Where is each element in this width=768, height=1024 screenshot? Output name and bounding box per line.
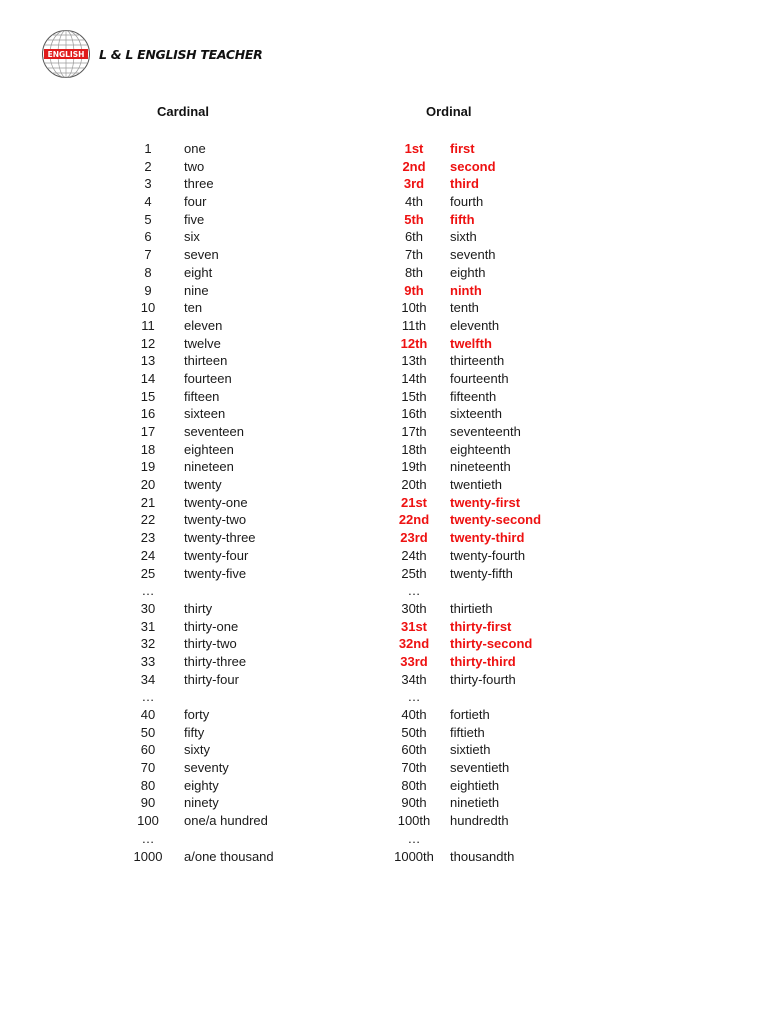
ordinal-word: ninth (450, 282, 482, 298)
ordinal-number: 6th (404, 229, 424, 245)
cardinal-word: twenty-five (184, 565, 247, 581)
ordinal-number: 70th (401, 760, 427, 776)
table-row (0, 158, 768, 176)
cardinal-number: 4 (144, 194, 152, 210)
ordinal-word: nineteenth (450, 459, 511, 475)
cardinal-word: thirty-one (184, 618, 239, 634)
numbers-table (0, 140, 768, 865)
table-row (0, 370, 768, 388)
cardinal-number: 20 (140, 477, 156, 493)
cardinal-number: 70 (140, 760, 156, 776)
cardinal-number: 17 (140, 424, 156, 439)
cardinal-number: 6 (144, 229, 152, 245)
table-row (0, 653, 768, 671)
table-row (0, 405, 768, 423)
cardinal-word: four (184, 194, 207, 210)
cardinal-word: eight (184, 264, 213, 280)
ordinal-number: 17th (401, 424, 427, 439)
ordinal-word: hundredth (450, 813, 509, 829)
cardinal-word: nineteen (184, 459, 234, 475)
table-row (0, 264, 768, 282)
ordinal-word: eighteenth (450, 441, 511, 457)
ordinal-number: 3rd (403, 176, 425, 192)
table-row (0, 777, 768, 795)
ordinal-word: twenty-third (450, 530, 525, 546)
logo-text: ENGLISH (47, 50, 85, 59)
cardinal-word: eleven (184, 317, 223, 333)
cardinal-word: thirty-two (184, 636, 237, 652)
cardinal-number: 10 (140, 300, 156, 316)
cardinal-word: ninety (184, 795, 219, 811)
table-row (0, 706, 768, 724)
ordinal-word: seventh (450, 247, 496, 263)
ordinal-number: 19th (401, 459, 427, 475)
ordinal-number: 5th (404, 211, 424, 227)
ordinal-number: 14th (401, 370, 427, 386)
ordinal-number: 40th (401, 707, 427, 722)
ordinal-number: 2nd (402, 158, 426, 174)
cardinal-number: 100 (137, 813, 159, 829)
ordinal-number: … (407, 830, 421, 846)
cardinal-number: 2 (144, 158, 152, 174)
ordinal-word: twenty-fifth (450, 565, 513, 581)
ordinal-word: fifth (450, 211, 475, 227)
cardinal-number: … (141, 689, 155, 705)
ordinal-number: 25th (401, 565, 427, 581)
cardinal-number: 11 (141, 317, 155, 333)
cardinal-number: 21 (140, 494, 156, 510)
ordinal-word: twenty-second (450, 512, 542, 528)
cardinal-word: fifteen (184, 388, 220, 404)
ordinal-word: sixtieth (450, 742, 491, 758)
table-row (0, 565, 768, 583)
ordinal-number: 30th (401, 600, 427, 616)
ordinal-number: 8th (404, 264, 424, 280)
cardinal-word: twenty-three (184, 530, 256, 546)
ordinal-word: fiftieth (450, 724, 485, 740)
cardinal-number: 7 (144, 247, 152, 263)
ordinal-word: seventeenth (450, 424, 521, 439)
table-row (0, 317, 768, 335)
table-row (0, 282, 768, 300)
cardinal-word: two (184, 158, 205, 174)
table-row (0, 600, 768, 618)
cardinal-word: thirty-three (184, 653, 247, 669)
table-row (0, 794, 768, 812)
cardinal-word: seventy (184, 760, 229, 776)
table-row (0, 246, 768, 264)
ordinal-word: fourteenth (450, 370, 509, 386)
cardinal-number: 19 (140, 459, 156, 475)
ordinal-number: 34th (401, 671, 427, 687)
ordinal-word: eighth (450, 264, 486, 280)
table-row (0, 175, 768, 193)
table-row (0, 724, 768, 742)
ordinal-word: sixth (450, 229, 477, 245)
cardinal-column-heading: Cardinal (157, 104, 210, 119)
ordinal-word: sixteenth (450, 406, 503, 422)
ordinal-number: 90th (401, 795, 427, 811)
cardinal-number: 33 (140, 653, 156, 669)
cardinal-word: eighteen (184, 441, 234, 457)
cardinal-number: 1 (144, 141, 152, 156)
table-row (0, 582, 768, 600)
table-row (0, 299, 768, 317)
cardinal-number: 32 (140, 636, 156, 652)
cardinal-word: forty (184, 707, 210, 722)
cardinal-number: 50 (140, 724, 156, 740)
cardinal-word: fifty (184, 724, 205, 740)
ordinal-number: … (407, 689, 421, 705)
table-row (0, 388, 768, 406)
cardinal-word: thirty (184, 600, 213, 616)
cardinal-word: twenty (184, 477, 222, 493)
ordinal-word: seventieth (450, 760, 510, 776)
cardinal-number: 60 (140, 742, 156, 758)
cardinal-number: 16 (140, 406, 156, 422)
ordinal-word: twenty-first (450, 494, 521, 510)
cardinal-number: 18 (140, 441, 156, 457)
cardinal-number: 8 (144, 264, 152, 280)
cardinal-word: nine (184, 282, 209, 298)
ordinal-number: 20th (401, 477, 427, 493)
ordinal-word: first (450, 141, 475, 156)
ordinal-number: … (407, 583, 421, 599)
ordinal-word: twelfth (450, 335, 492, 351)
cardinal-word: twelve (184, 335, 221, 351)
table-row (0, 335, 768, 353)
table-row (0, 193, 768, 211)
cardinal-number: 15 (140, 388, 156, 404)
table-row (0, 211, 768, 229)
ordinal-word: tenth (450, 300, 479, 316)
ordinal-number: 1000th (394, 848, 434, 864)
ordinal-number: 16th (401, 406, 427, 422)
cardinal-word: ten (184, 300, 203, 316)
ordinal-number: 60th (401, 742, 427, 758)
ordinal-number: 21st (400, 494, 428, 510)
table-row (0, 352, 768, 370)
cardinal-word: twenty-two (184, 512, 247, 528)
cardinal-word: one/a hundred (184, 813, 268, 829)
ordinal-number: 80th (401, 777, 427, 793)
table-row (0, 511, 768, 529)
cardinal-number: 12 (140, 335, 156, 351)
cardinal-word: eighty (184, 777, 219, 793)
globe-logo-icon (41, 29, 91, 79)
ordinal-number: 23rd (400, 530, 428, 546)
table-row (0, 140, 768, 158)
ordinal-number: 10th (401, 300, 427, 316)
ordinal-number: 50th (401, 724, 427, 740)
ordinal-number: 13th (401, 353, 427, 369)
ordinal-number: 100th (397, 813, 431, 829)
table-row (0, 228, 768, 246)
ordinal-word: thirty-first (450, 618, 512, 634)
ordinal-word: eightieth (450, 777, 500, 793)
table-row (0, 441, 768, 459)
ordinal-word: third (450, 176, 479, 192)
ordinal-number: 12th (400, 335, 428, 351)
cardinal-number: … (141, 583, 155, 599)
cardinal-number: 1000 (133, 848, 163, 864)
ordinal-word: ninetieth (450, 795, 500, 811)
table-row (0, 476, 768, 494)
ordinal-word: thirty-third (450, 653, 516, 669)
ordinal-number: 24th (401, 547, 427, 563)
cardinal-number: 9 (144, 282, 152, 298)
cardinal-word: six (184, 229, 200, 245)
ordinal-number: 1st (404, 141, 424, 156)
cardinal-number: 25 (140, 565, 156, 581)
cardinal-number: 24 (140, 547, 156, 563)
cardinal-number: 31 (140, 618, 156, 634)
cardinal-number: 5 (144, 211, 152, 227)
table-row (0, 458, 768, 476)
cardinal-number: 40 (140, 707, 156, 722)
ordinal-column-heading: Ordinal (426, 104, 472, 119)
ordinal-word: thirteenth (450, 353, 505, 369)
cardinal-word: twenty-one (184, 494, 248, 510)
cardinal-word: seven (184, 247, 219, 263)
cardinal-word: three (184, 176, 214, 192)
ordinal-word: fourth (450, 194, 484, 210)
ordinal-number: 31st (400, 618, 428, 634)
ordinal-word: twenty-fourth (450, 547, 526, 563)
ordinal-number: 7th (404, 247, 424, 263)
cardinal-number: 90 (140, 795, 156, 811)
ordinal-number: 4th (404, 194, 424, 210)
brand-name: L & L ENGLISH TEACHER (99, 46, 263, 62)
table-row (0, 848, 768, 866)
cardinal-number: 80 (140, 777, 156, 793)
cardinal-number: 22 (140, 512, 156, 528)
ordinal-word: thousandth (450, 848, 515, 864)
table-row (0, 671, 768, 689)
cardinal-word: thirteen (184, 353, 228, 369)
ordinal-word: thirty-second (450, 636, 533, 652)
ordinal-number: 9th (404, 282, 424, 298)
cardinal-number: 14 (140, 370, 156, 386)
ordinal-word: thirty-fourth (450, 671, 516, 687)
cardinal-word: a/one thousand (184, 848, 274, 864)
ordinal-number: 11th (401, 317, 427, 333)
ordinal-word: twentieth (450, 477, 503, 493)
cardinal-word: five (184, 211, 205, 227)
page-header (41, 29, 262, 79)
cardinal-word: twenty-four (184, 547, 249, 563)
ordinal-number: 32nd (398, 636, 430, 652)
ordinal-word: second (450, 158, 496, 174)
cardinal-number: 34 (140, 671, 156, 687)
table-row (0, 759, 768, 777)
cardinal-word: fourteen (184, 370, 232, 386)
table-row (0, 423, 768, 441)
cardinal-word: sixty (184, 742, 210, 758)
cardinal-word: sixteen (184, 406, 226, 422)
table-row (0, 812, 768, 830)
table-row (0, 494, 768, 512)
cardinal-number: 13 (140, 353, 156, 369)
table-row (0, 547, 768, 565)
ordinal-number: 33rd (400, 653, 428, 669)
cardinal-number: 30 (140, 600, 156, 616)
cardinal-word: thirty-four (184, 671, 239, 687)
table-row (0, 688, 768, 706)
table-row (0, 741, 768, 759)
table-row (0, 635, 768, 653)
table-row (0, 529, 768, 547)
cardinal-number: … (141, 830, 155, 846)
table-row (0, 618, 768, 636)
ordinal-word: thirtieth (450, 600, 493, 616)
ordinal-number: 22nd (398, 512, 430, 528)
ordinal-number: 15th (401, 388, 427, 404)
ordinal-word: fortieth (450, 707, 490, 722)
ordinal-word: fifteenth (450, 388, 497, 404)
table-row (0, 830, 768, 848)
ordinal-word: eleventh (450, 317, 500, 333)
cardinal-word: seventeen (184, 424, 244, 439)
cardinal-number: 23 (140, 530, 156, 546)
cardinal-word: one (184, 141, 206, 156)
cardinal-number: 3 (144, 176, 152, 192)
ordinal-number: 18th (401, 441, 427, 457)
